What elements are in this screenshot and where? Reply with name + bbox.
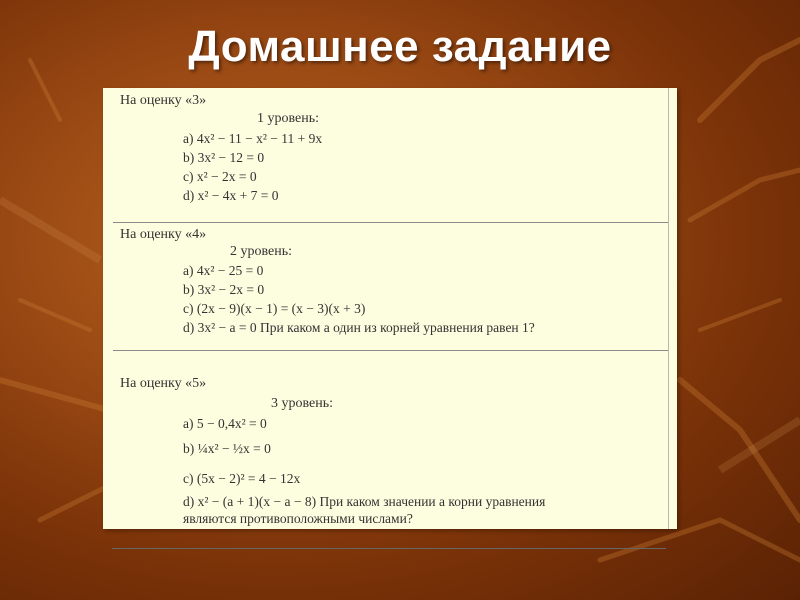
grade-3-heading: На оценку «3»: [120, 93, 207, 108]
task-3a: a) 4x² − 11 − x² − 11 + 9x: [183, 131, 323, 146]
grade-4-heading: На оценку «4»: [120, 227, 207, 242]
task-4d: d) 3x² − a = 0 При каком а один из корней уравнения равен 1?: [183, 320, 535, 335]
task-5d-continuation: являются противоположными числами?: [183, 511, 413, 526]
task-4c: c) (2x − 9)(x − 1) = (x − 3)(x + 3): [183, 301, 366, 316]
task-3c: c) x² − 2x = 0: [183, 169, 257, 184]
grade-5-heading: На оценку «5»: [120, 376, 207, 391]
section-divider: [113, 222, 668, 223]
task-5a: a) 5 − 0,4x² = 0: [183, 416, 267, 431]
level-2-label: 2 уровень:: [230, 244, 293, 259]
task-5d: d) x² − (a + 1)(x − a − 8) При каком значении а корни уравнения: [183, 494, 546, 509]
task-4b: b) 3x² − 2x = 0: [183, 282, 265, 297]
page-title: Домашнее задание: [188, 22, 612, 71]
homework-sheet: [103, 88, 677, 529]
level-3-label: 3 уровень:: [271, 396, 334, 411]
sheet-right-border: [668, 88, 669, 529]
task-3d: d) x² − 4x + 7 = 0: [183, 188, 279, 203]
sheet-bottom-rule: [112, 548, 666, 549]
task-5c: c) (5x − 2)² = 4 − 12x: [183, 471, 301, 486]
task-3b: b) 3x² − 12 = 0: [183, 150, 265, 165]
task-4a: a) 4x² − 25 = 0: [183, 263, 264, 278]
task-5b: b) ¼x² − ½x = 0: [183, 441, 271, 456]
section-divider: [113, 350, 668, 351]
level-1-label: 1 уровень:: [257, 111, 320, 126]
